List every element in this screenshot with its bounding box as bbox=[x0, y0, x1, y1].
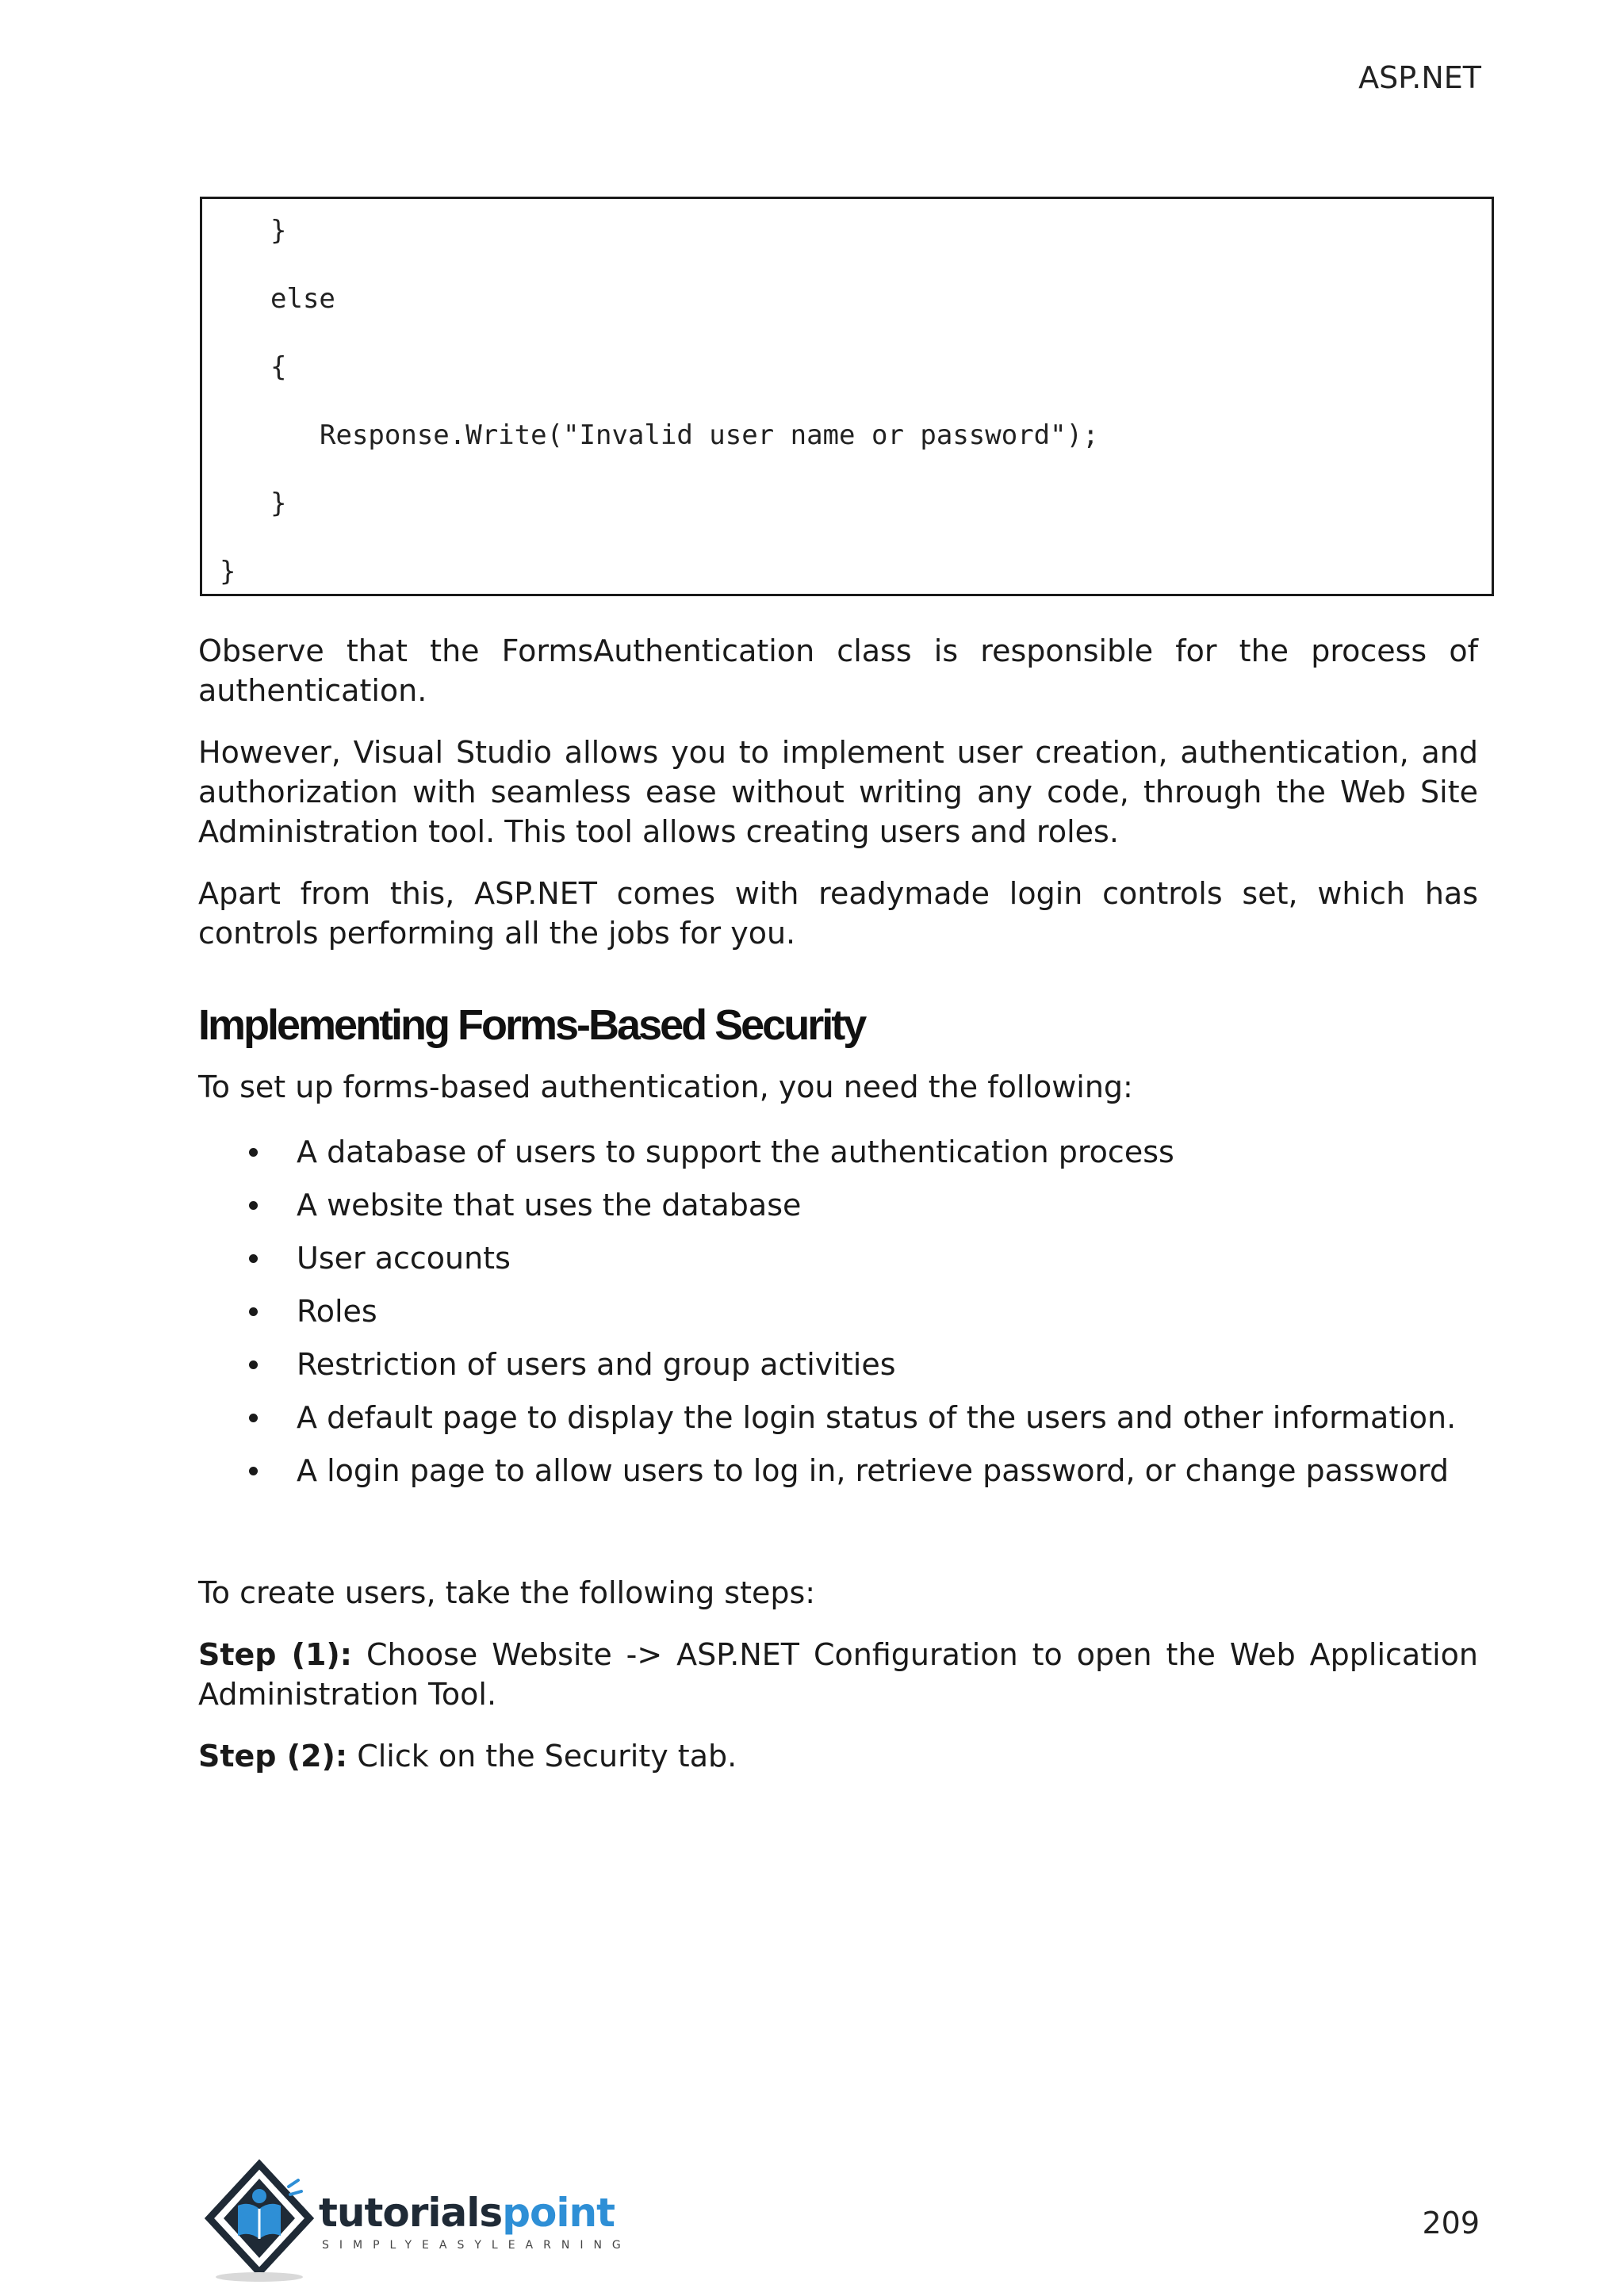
step-2-text: Click on the Security tab. bbox=[347, 1739, 737, 1774]
list-item bbox=[246, 1292, 1456, 1345]
steps-intro: To create users, take the following steps: bbox=[198, 1575, 816, 1610]
step-1-text: Choose Website -> ASP.NET Configuration to open the Web Application Administration Tool. bbox=[198, 1637, 1479, 1712]
logo-book-icon bbox=[200, 2156, 319, 2283]
logo-tagline: SIMPLYEASYLEARNING bbox=[322, 2239, 631, 2252]
list-item-text: A default page to display the login status of the users and other information. bbox=[297, 1400, 1457, 1435]
list-item-text: A login page to allow users to log in, retrieve password, or change password bbox=[297, 1453, 1449, 1488]
list-item-text: User accounts bbox=[297, 1241, 511, 1276]
bullet-icon bbox=[249, 1414, 258, 1422]
paragraph-login-controls: Apart from this, ASP.NET comes with readymade login controls set, which has controls performing all the jobs for you. bbox=[198, 876, 1478, 951]
page-header-title: ASP.NET bbox=[1358, 60, 1481, 95]
step-2 bbox=[198, 1736, 1478, 1776]
bullet-icon bbox=[249, 1307, 258, 1316]
list-item bbox=[246, 1132, 1456, 1185]
bullet-icon bbox=[249, 1148, 258, 1157]
bullet-icon bbox=[249, 1360, 258, 1369]
tutorialspoint-logo bbox=[200, 2156, 631, 2283]
section-heading: Implementing Forms-Based Security bbox=[198, 1001, 865, 1049]
list-item bbox=[246, 1451, 1456, 1504]
paragraph-forms-authentication: Observe that the FormsAuthentication class is responsible for the process of authentication. bbox=[198, 633, 1478, 708]
code-line: } bbox=[270, 488, 287, 519]
section-intro: To set up forms-based authentication, you need the following: bbox=[198, 1070, 1133, 1104]
list-item-text: Restriction of users and group activities bbox=[297, 1347, 896, 1382]
code-block bbox=[200, 197, 1494, 596]
logo-wordmark bbox=[319, 2190, 615, 2236]
list-item bbox=[246, 1185, 1456, 1238]
list-item bbox=[246, 1238, 1456, 1292]
list-item-text: A database of users to support the authentication process bbox=[297, 1135, 1174, 1169]
list-item bbox=[246, 1345, 1456, 1398]
list-item-text: Roles bbox=[297, 1294, 377, 1329]
paragraph-visual-studio: However, Visual Studio allows you to implement user creation, authentication, and authorization with seamless ease without writing any code, through the Web Site Administration tool. This tool allows creating users and roles. bbox=[198, 735, 1478, 849]
code-line: { bbox=[270, 351, 287, 383]
bullet-icon bbox=[249, 1201, 258, 1210]
code-line: Response.Write("Invalid user name or password"); bbox=[320, 419, 1099, 451]
code-line: } bbox=[220, 556, 236, 587]
step-1 bbox=[198, 1635, 1478, 1714]
step-2-label: Step (2): bbox=[198, 1739, 348, 1774]
bullet-icon bbox=[249, 1467, 258, 1475]
logo-word-point: point bbox=[502, 2190, 615, 2236]
requirements-list bbox=[246, 1132, 1456, 1504]
code-line: else bbox=[270, 283, 335, 315]
bullet-icon bbox=[249, 1254, 258, 1263]
list-item bbox=[246, 1398, 1456, 1451]
logo-word-tutorials: tutorials bbox=[319, 2190, 503, 2236]
step-1-label: Step (1): bbox=[198, 1637, 352, 1672]
page-number: 209 bbox=[1422, 2206, 1480, 2241]
code-line: } bbox=[270, 215, 287, 247]
list-item-text: A website that uses the database bbox=[297, 1188, 802, 1223]
